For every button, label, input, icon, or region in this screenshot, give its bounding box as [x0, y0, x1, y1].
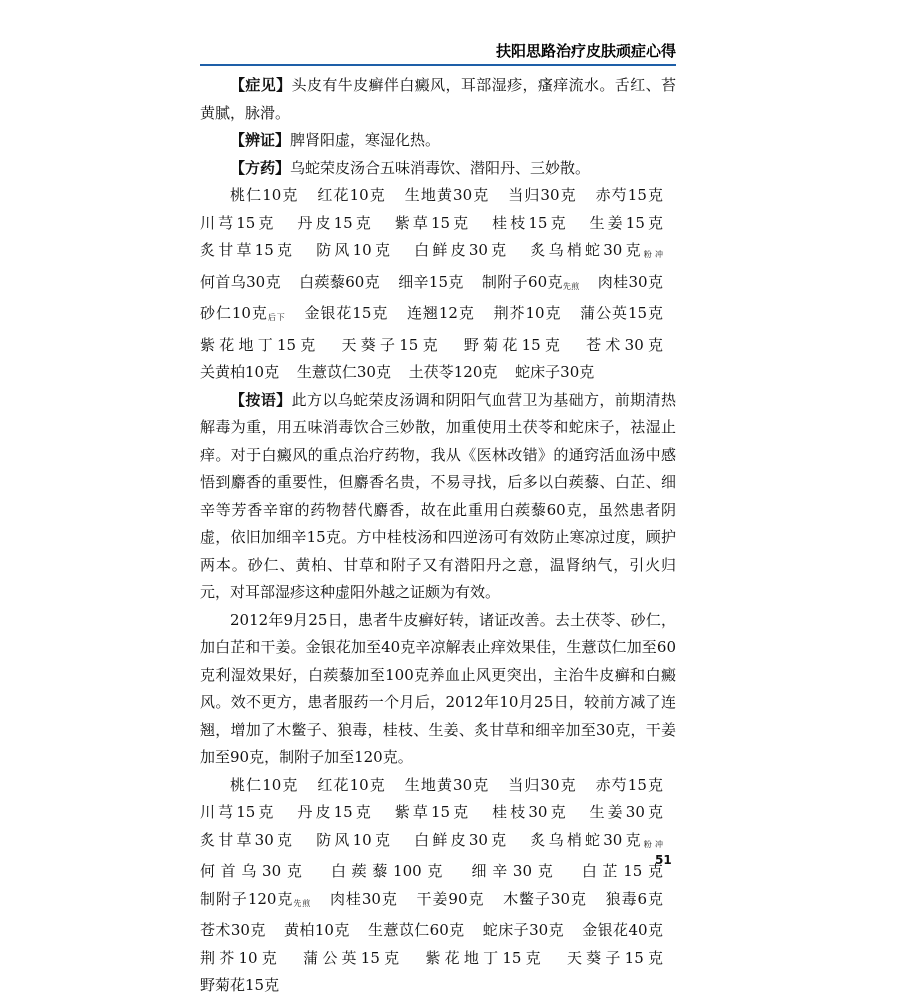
rx1-herb: 荆芥10克 [493, 304, 562, 322]
rx2-herb: 生姜30克 [589, 803, 663, 821]
rx2-herb-note: 制附子120克$_{先煎}$ [200, 889, 312, 908]
rx1-herb-note: 炙乌梢蛇30克$_{粉冲}$ [530, 241, 664, 259]
rx2-herb: 干姜90克 [416, 889, 485, 908]
rx1-herb: 红花10克 [317, 186, 386, 204]
rx1-herb: 桃仁10克 [230, 186, 299, 204]
rx2-herb: 何首乌30克 [200, 862, 308, 880]
rx2-herb: 紫花地丁15克 [425, 948, 545, 967]
rx2-note-first: 先煎 [293, 898, 312, 908]
rx2-herb-note: 炙乌梢蛇30克$_{粉冲}$ [530, 830, 664, 849]
rx1-herb: 白蒺藜60克 [299, 272, 381, 291]
rx2-herb: 生薏苡仁60克 [367, 921, 465, 939]
rx1-herb: 当归30克 [508, 186, 577, 204]
rx1-herb: 丹皮15克 [297, 213, 374, 232]
rx1-herb: 防风10克 [316, 241, 394, 259]
diagnosis-label: 【辨证】 [230, 131, 291, 149]
rx2-herb: 桃仁10克 [230, 775, 299, 794]
rx1-herb: 关黄柏10克 [200, 363, 280, 381]
rx2-herb: 肉桂30克 [329, 889, 398, 908]
rx1-herb: 苍术30克 [586, 335, 663, 354]
rx1-herb: 金银花15克 [304, 304, 389, 322]
rx1-note-later: 后下 [267, 313, 286, 322]
prescription-1 [200, 182, 676, 387]
paragraph-followup: 2012年9月25日，患者牛皮癣好转，诸证改善。去土茯苓、砂仁，加白芷和干姜。金银花加至40克辛凉解表止痒效果佳，生薏苡仁加至60克利湿效果好，白蒺藜加至100克养血止风更突出，主治牛皮癣和白癜风。效不更方，患者服药一个月后，2012年10月25日，较前方减了连翘，增加了木鳖子、狼毒，桂枝、生姜、炙甘草和细辛加至30克，干姜加至90克，制附子加至120克。 [200, 610, 676, 766]
rx1-herb-note: 制附子60克$_{先煎}$ [481, 272, 580, 291]
rx1-herb: 土茯苓120克 [408, 363, 498, 381]
rx1-herb: 连翘12克 [406, 304, 475, 322]
rx2-note-powder: 粉冲 [643, 839, 664, 849]
paragraph-commentary [200, 387, 676, 607]
page-number: 51 [655, 853, 672, 867]
running-header [200, 40, 676, 66]
rx1-herb: 川芎15克 [200, 213, 277, 232]
paragraph-diagnosis [200, 127, 676, 155]
rx1-herb: 白鲜皮30克 [414, 241, 510, 259]
rx2-herb: 白蒺藜100克 [331, 862, 449, 880]
rx2-herb: 蒲公英15克 [303, 948, 404, 967]
rx1-herb: 赤芍15克 [595, 186, 663, 204]
rx1-herb: 生地黄30克 [404, 186, 490, 204]
rx2-herb: 生地黄30克 [404, 775, 490, 794]
rx2-herb: 蛇床子30克 [482, 921, 564, 939]
rx2-herb: 金银花40克 [582, 921, 663, 939]
rx2-herb: 当归30克 [508, 775, 577, 794]
rx2-herb: 红花10克 [317, 775, 386, 794]
rx1-note-first: 先煎 [562, 281, 580, 291]
rx1-herb: 蛇床子30克 [515, 363, 595, 381]
rx1-herb: 细辛15克 [398, 272, 464, 291]
rx1-herb: 野菊花15克 [463, 335, 565, 354]
rx2-herb: 野菊花15克 [200, 976, 280, 994]
rx2-herb: 桂枝30克 [492, 803, 569, 821]
formula-label: 【方药】 [230, 158, 291, 177]
rx2-herb: 炙甘草30克 [200, 830, 296, 849]
header-title: 扶阳思路治疗皮肤顽症心得 [495, 42, 676, 60]
rx2-herb: 荆芥10克 [200, 948, 282, 967]
rx1-herb: 紫草15克 [394, 213, 472, 232]
rx2-herb: 丹皮15克 [297, 803, 374, 821]
rx2-herb: 天葵子15克 [566, 948, 663, 967]
paragraph-formula [200, 155, 676, 183]
symptoms-label: 【症见】 [230, 76, 292, 94]
rx1-herb: 天葵子15克 [341, 335, 442, 354]
rx2-herb: 狼毒6克 [605, 889, 663, 908]
rx1-herb: 生姜15克 [589, 213, 663, 232]
rx2-herb: 川芎15克 [200, 803, 277, 821]
rx2-herb: 防风10克 [316, 830, 394, 849]
rx2-herb: 赤芍15克 [595, 775, 663, 794]
page-content [200, 72, 676, 1000]
rx2-herb: 黄柏10克 [283, 921, 350, 939]
rx1-herb: 炙甘草15克 [200, 241, 296, 259]
diagnosis-text: 脾肾阳虚，寒湿化热。 [290, 131, 441, 149]
rx2-herb: 苍术30克 [200, 921, 266, 939]
rx2-herb: 细辛30克 [471, 862, 559, 880]
rx1-herb: 紫花地丁15克 [200, 335, 320, 354]
symptoms-text: 头皮有牛皮癣伴白癜风，耳部湿疹，瘙痒流水。舌红、苔黄腻，脉滑。 [200, 76, 676, 122]
rx2-herb: 白鲜皮30克 [414, 830, 510, 849]
rx2-herb: 紫草15克 [394, 803, 472, 821]
commentary-label: 【按语】 [230, 390, 292, 409]
rx2-herb: 木鳖子30克 [503, 889, 587, 908]
rx1-herb-note: 砂仁10克$_{后下}$ [200, 304, 286, 322]
rx1-herb: 桂枝15克 [492, 213, 569, 232]
paragraph-symptoms [200, 72, 676, 127]
rx1-herb: 蒲公英15克 [580, 304, 663, 322]
rx1-herb: 肉桂30克 [597, 272, 663, 291]
formula-text: 乌蛇荣皮汤合五味消毒饮、潜阳丹、三妙散。 [290, 158, 591, 177]
commentary-text: 此方以乌蛇荣皮汤调和阴阳气血营卫为基础方，前期清热解毒为重，用五味消毒饮合三妙散，加重使用土茯苓和蛇床子，祛湿止痒。对于白癜风的重点治疗药物，我从《医林改错》的通窍活血汤中感悟到麝香的重要性，但麝香名贵，不易寻找，后多以白蒺藜、白芷、细辛等芳香辛窜的药物替代麝香，故在此重用白蒺藜60克，虽然患者阴虚，依旧加细辛15克。方中桂枝汤和四逆汤可有效防止寒凉过度，顾护两本。砂仁、黄柏、甘草和附子又有潜阳丹之意，温肾纳气，引火归元，对耳部湿疹这种虚阳外越之证颇为有效。 [200, 390, 676, 601]
rx2-herb: 白芷15克 [581, 862, 664, 880]
rx1-herb: 生薏苡仁30克 [296, 363, 391, 381]
rx1-note-powder: 粉冲 [643, 250, 664, 259]
prescription-2 [200, 772, 676, 1000]
rx1-herb: 何首乌30克 [200, 272, 281, 291]
